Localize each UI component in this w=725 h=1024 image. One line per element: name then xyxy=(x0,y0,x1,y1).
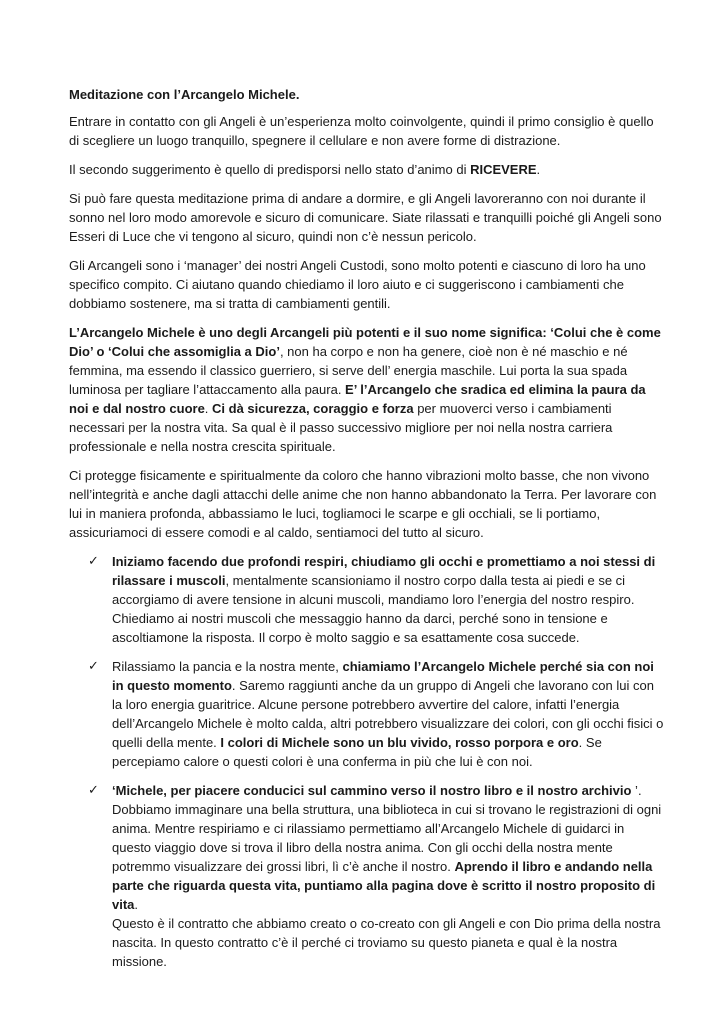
list-item xyxy=(88,781,665,971)
text-segment: ’. Dobbiamo immaginare una bella struttura, una biblioteca in cui si trovano le registrazioni di ogni anima. Mentre respiriamo e ci rilassiamo permettiamo all’Arcangelo Michele di guidarci in questo viaggio dove si trova il libro della nostra anima. Con gli occhi della nostra mente potremmo visualizzare dei grossi libri, lì c’è anche il nostro. xyxy=(112,783,662,874)
document-title: Meditazione con l’Arcangelo Michele. xyxy=(69,87,300,102)
checkmark-icon: ✓ xyxy=(88,783,99,798)
paragraph-protection xyxy=(69,466,665,542)
bold-segment: ‘Michele, per piacere conducici sul cammino verso il nostro libro e il nostro archivio xyxy=(112,783,632,798)
text-segment: Ci protegge fisicamente e spiritualmente da coloro che hanno vibrazioni molto basse, che non vivono nell’integrità e anche dagli attacchi delle anime che non hanno abbandonato la Terra. Per lavorare con lui in maniera profonda, abbassiamo le luci, togliamoci le scarpe e gli occhiali, se li portiamo, assicuriamoci di essere comodi e al caldo, sentiamoci del tutto al sicuro. xyxy=(69,468,657,540)
text-segment: . xyxy=(536,162,541,177)
bold-segment: Ci dà sicurezza, coraggio e forza xyxy=(212,401,414,416)
bold-segment: chiamiamo l’Arcangelo Michele perché sia con noi in questo momento xyxy=(112,659,654,693)
checkmark-icon: ✓ xyxy=(88,554,99,569)
bold-ricevere: RICEVERE xyxy=(470,162,537,177)
text-segment: . Se percepiamo calore o questi colori è una conferma in più che lui è con noi. xyxy=(112,735,602,769)
text-segment: . xyxy=(134,897,139,912)
list-item xyxy=(88,657,665,771)
text-segment: , non ha corpo e non ha genere, cioè non è né maschio e né femmina, ma essendo il classico guerriero, si serve dell’ energia maschile. Lui porta la sua spada luminosa per tagliare l’attaccamento alla paura. xyxy=(69,344,628,397)
text-segment: per muoverci verso i cambiamenti necessari per la nostra vita. Sa qual è il passo successivo migliore per noi nella nostra carriera professionale e nella nostra crescita spirituale. xyxy=(69,401,613,454)
bold-segment: Aprendo il libro e andando nella parte che riguarda questa vita, puntiamo alla pagina dove è scritto il nostro proposito di vita xyxy=(112,859,656,912)
paragraph-intro xyxy=(69,112,665,150)
paragraph-before-sleep xyxy=(69,189,665,246)
paragraph-michael xyxy=(69,323,665,456)
text-segment: Si può fare questa meditazione prima di andare a dormire, e gli Angeli lavoreranno con noi durante il sonno nel loro modo amorevole e sicuro di comunicare. Siate rilassati e tranquilli poiché gli Angeli sono Esseri di Luce che vi tengono al sicuro, quindi non c’è nessun pericolo. xyxy=(69,191,662,244)
text-segment: Questo è il contratto che abbiamo creato o co-creato con gli Angeli e con Dio prima della nostra nascita. In questo contratto c’è il perché ci troviamo su questo pianeta e qual è la nostra missione. xyxy=(112,916,661,969)
text-segment: . Saremo raggiunti anche da un gruppo di Angeli che lavorano con lui con la loro energia guaritrice. Alcune persone potrebbero avvertire del calore, infatti l’energia dell’Arcangelo Michele è molto calda, altri potrebbero visualizzare dei colori, con gli occhi fisici o quelli della mente. xyxy=(112,678,664,750)
text-segment: Gli Arcangeli sono i ‘manager’ dei nostri Angeli Custodi, sono molto potenti e ciascuno di loro ha uno specifico compito. Ci aiutano quando chiediamo il loro aiuto e ci suggeriscono i cambiamenti che dobbiamo sostenere, ma si tratta di cambiamenti gentili. xyxy=(69,258,646,311)
text-segment: Rilassiamo la pancia e la nostra mente, xyxy=(112,659,343,674)
bold-segment: Iniziamo facendo due profondi respiri, chiudiamo gli occhi e promettiamo a noi stessi di rilassare i muscoli xyxy=(112,554,656,588)
bold-segment: E’ l’Arcangelo che sradica ed elimina la paura da noi e dal nostro cuore xyxy=(69,382,646,416)
paragraph-intro-text: Entrare in contatto con gli Angeli è un’esperienza molto coinvolgente, quindi il primo consiglio è quello di scegliere un luogo tranquillo, spegnere il cellulare e non avere forme di distrazione. xyxy=(69,114,654,148)
bold-segment: L’Arcangelo Michele è uno degli Arcangeli più potenti e il suo nome significa: ‘Colui che è come Dio’ o ‘Colui che assomiglia a Dio’ xyxy=(69,325,661,359)
paragraph-second-suggestion xyxy=(69,160,665,179)
text-segment: , mentalmente scansioniamo il nostro corpo dalla testa ai piedi e se ci accorgiamo di avere tensione in alcuni muscoli, mandiamo loro l’energia del nostro respiro. Chiediamo ai nostri muscoli che messaggio hanno da darci, perché sono in tensione e ascoltiamone la risposta. Il corpo è molto saggio e sa esattamente cosa succede. xyxy=(112,573,635,645)
paragraph-archangels xyxy=(69,256,665,313)
bold-segment: I colori di Michele sono un blu vivido, rosso porpora e oro xyxy=(220,735,579,750)
list-item xyxy=(88,552,665,647)
checkmark-icon: ✓ xyxy=(88,659,99,674)
meditation-steps-list xyxy=(69,552,665,971)
text-segment: . xyxy=(204,401,213,416)
text-segment: Il secondo suggerimento è quello di predisporsi nello stato d’animo di xyxy=(69,162,471,177)
